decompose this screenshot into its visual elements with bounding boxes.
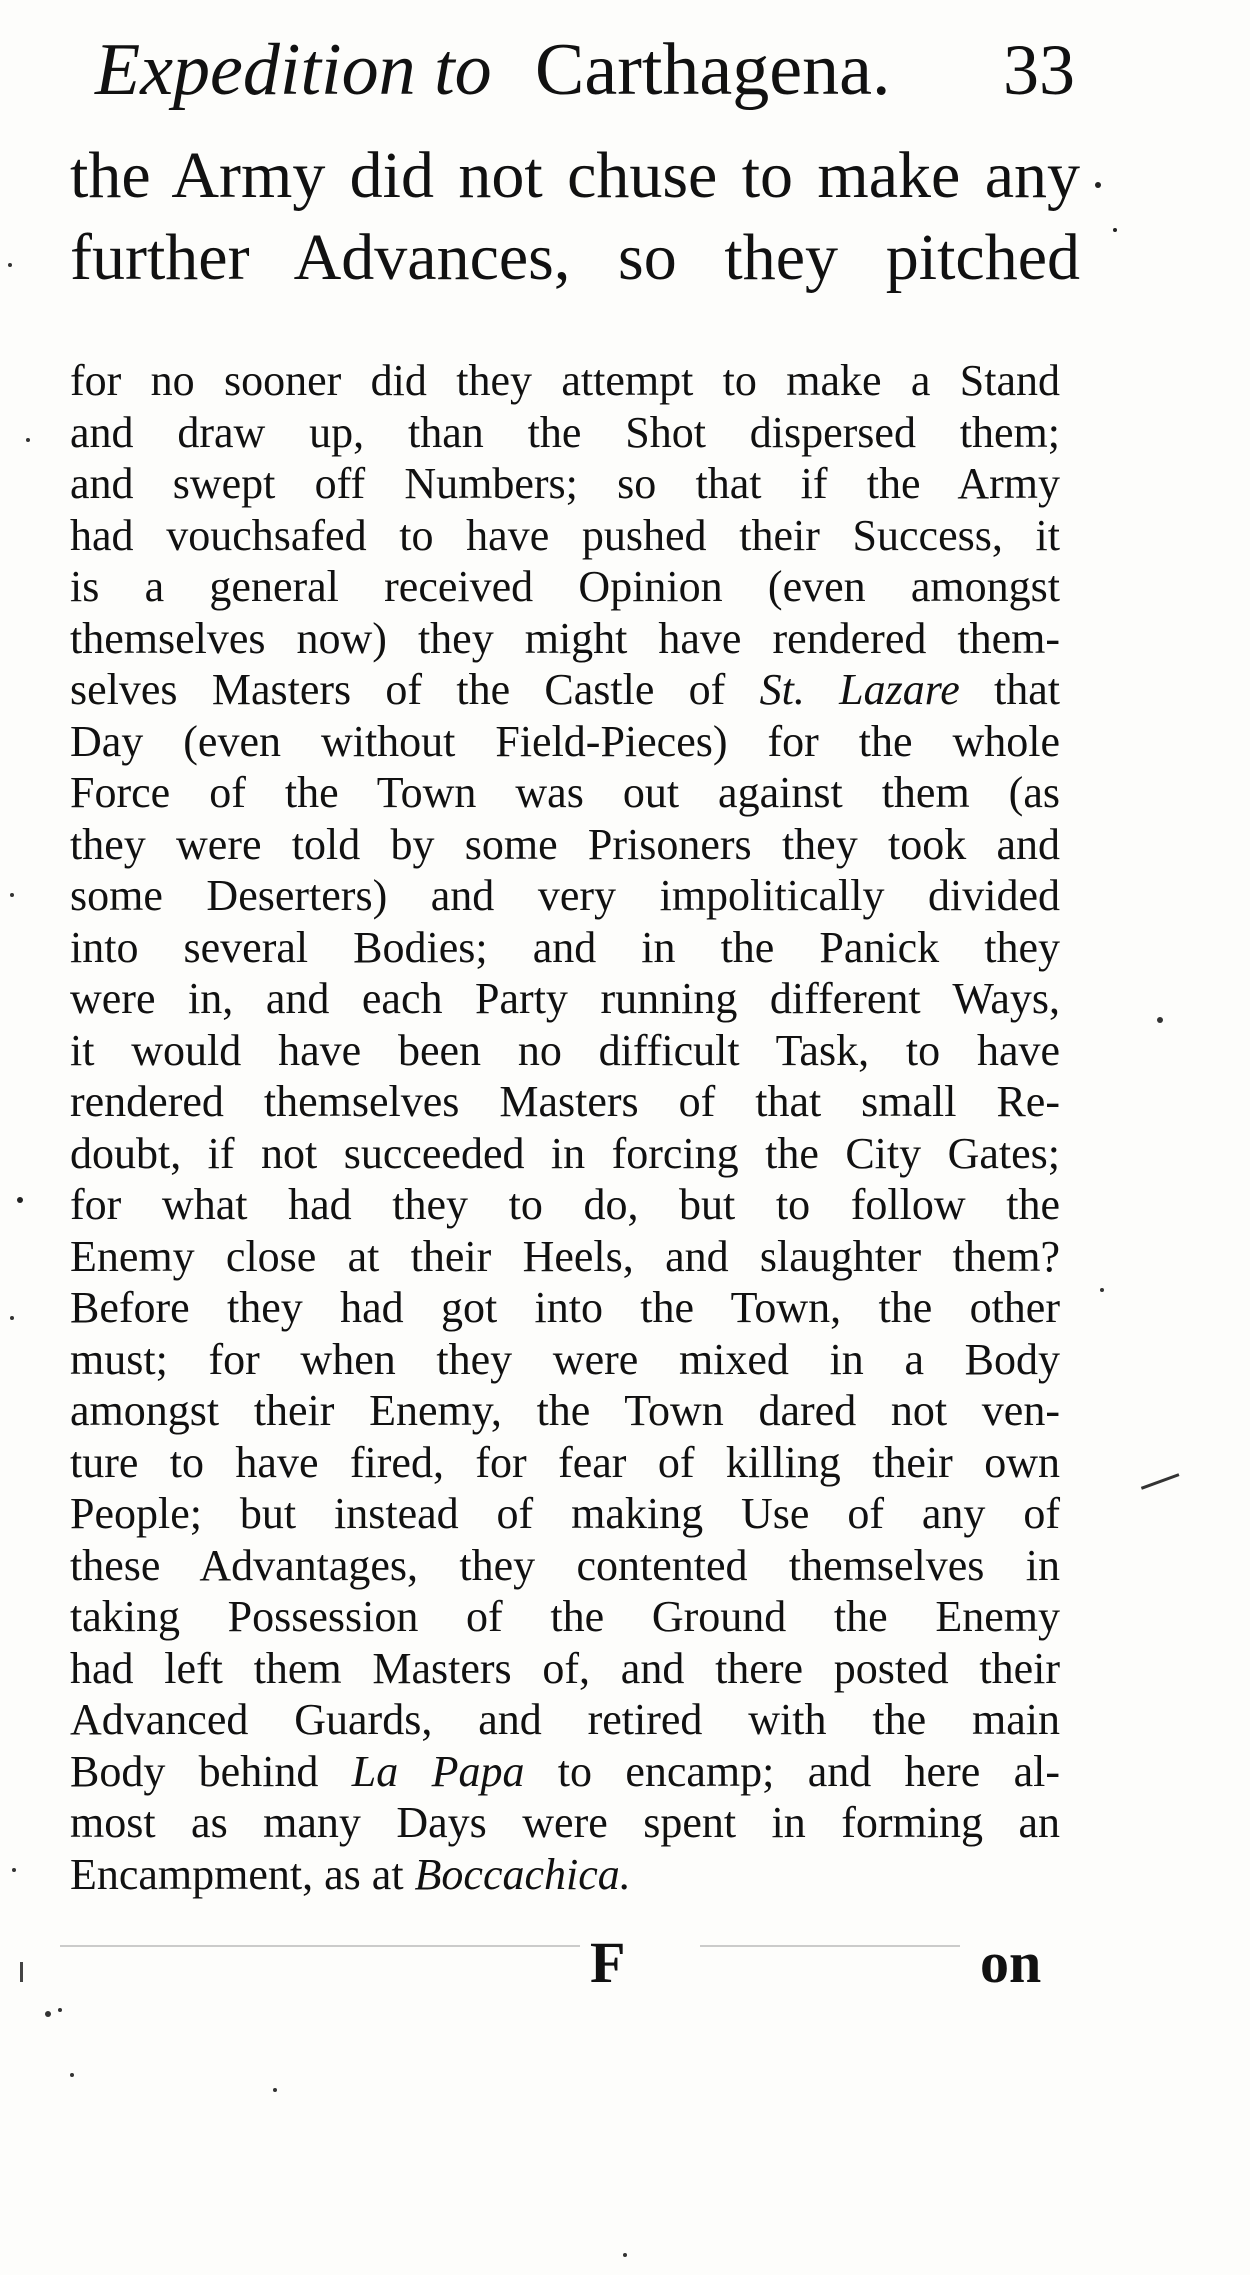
- catchword: on: [980, 1930, 1042, 1995]
- text-line: into several Bodies; and in the Panick they: [70, 922, 1060, 972]
- opening-lines: [70, 135, 1080, 299]
- text-segment: Encampment, as at: [70, 1849, 404, 1899]
- text-line: Force of the Town was out against them (as: [70, 768, 1060, 817]
- text-line: [70, 1849, 1060, 1901]
- text-line: most as many Days were spent in forming an: [70, 1798, 1060, 1847]
- text-line: and swept off Numbers; so that if the Army: [70, 459, 1060, 508]
- running-head-italic: Expedition to: [95, 29, 492, 111]
- text-line: Before they had got into the Town, the other: [70, 1283, 1060, 1332]
- text-line: ture to have fired, for fear of killing their own: [70, 1437, 1060, 1487]
- text-line: these Advantages, they contented themselves in: [70, 1540, 1060, 1590]
- place-name-st-lazare: St. Lazare: [759, 665, 960, 714]
- text-line: had vouchsafed to have pushed their Success, it: [70, 510, 1060, 560]
- text-line: Day (even without Field-Pieces) for the whole: [70, 716, 1060, 766]
- text-line: for what had they to do, but to follow the: [70, 1180, 1060, 1229]
- text-line: it would have been no difficult Task, to have: [70, 1025, 1060, 1075]
- text-line: Advanced Guards, and retired with the main: [70, 1695, 1060, 1744]
- text-line: must; for when they were mixed in a Body: [70, 1334, 1060, 1384]
- text-line: themselves now) they might have rendered them-: [70, 613, 1060, 663]
- signature-mark: F: [590, 1930, 626, 1995]
- text-line: some Deserters) and very impolitically divided: [70, 871, 1060, 920]
- page-number: 33: [1003, 30, 1075, 110]
- running-head-title: Carthagena.: [535, 29, 891, 111]
- opening-line: the Army did not chuse to make any: [70, 139, 1080, 212]
- text-line: People; but instead of making Use of any of: [70, 1489, 1060, 1538]
- text-line: had left them Masters of, and there posted their: [70, 1643, 1060, 1693]
- text-line: for no sooner did they attempt to make a Stand: [70, 356, 1060, 405]
- text-line: amongst their Enemy, the Town dared not ven-: [70, 1386, 1060, 1435]
- place-name-la-papa: La Papa: [351, 1746, 525, 1796]
- text-line: taking Possession of the Ground the Enemy: [70, 1592, 1060, 1641]
- text-line: is a general received Opinion (even amongst: [70, 562, 1060, 611]
- opening-line: further Advances, so they pitched: [70, 221, 1080, 294]
- text-line: [70, 1746, 1060, 1798]
- text-line: and draw up, than the Shot dispersed them;: [70, 407, 1060, 457]
- text-line: [70, 664, 1060, 716]
- text-line: Enemy close at their Heels, and slaughter them?: [70, 1231, 1060, 1281]
- text-line: rendered themselves Masters of that small Re-: [70, 1077, 1060, 1126]
- running-head: [95, 25, 1075, 115]
- text-line: were in, and each Party running different Ways,: [70, 974, 1060, 1023]
- text-line: doubt, if not succeeded in forcing the City Gates;: [70, 1128, 1060, 1178]
- text-segment: that: [994, 665, 1061, 714]
- text-segment: Body behind: [70, 1746, 319, 1796]
- text-line: they were told by some Prisoners they took and: [70, 819, 1060, 869]
- place-name-boccachica: Boccachica.: [414, 1849, 631, 1899]
- text-segment: selves Masters of the Castle of: [70, 665, 726, 714]
- body-text: [70, 355, 1060, 1900]
- text-segment: to encamp; and here al-: [557, 1746, 1060, 1796]
